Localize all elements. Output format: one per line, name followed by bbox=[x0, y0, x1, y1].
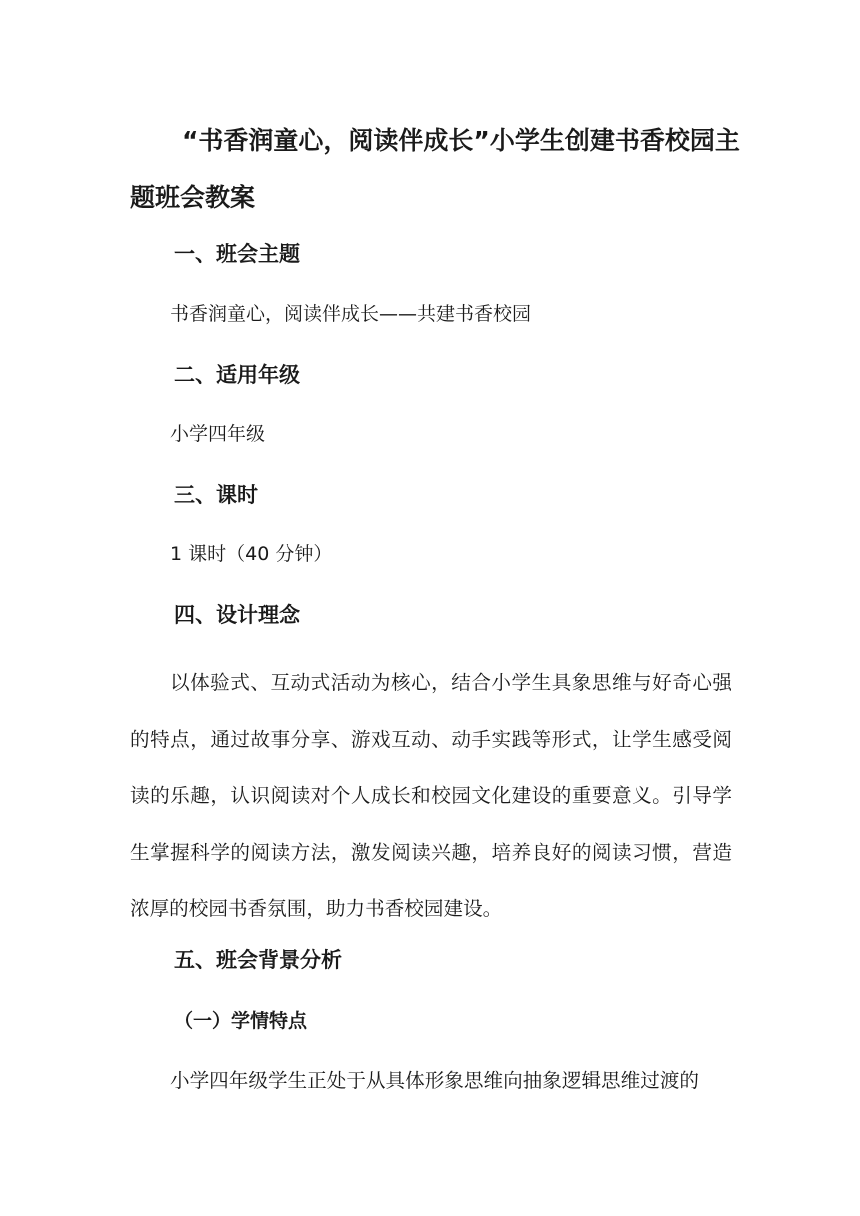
section-heading-grade: 二、适用年级 bbox=[174, 363, 300, 387]
section-heading-design-concept: 四、设计理念 bbox=[174, 603, 300, 627]
section-heading-theme: 一、班会主题 bbox=[174, 242, 300, 266]
subsection-heading-student-traits: （一）学情特点 bbox=[174, 1010, 308, 1032]
subsection-content-student-traits: 小学四年级学生正处于从具体形象思维向抽象逻辑思维过渡的 bbox=[170, 1069, 700, 1092]
section-heading-background: 五、班会背景分析 bbox=[174, 948, 342, 972]
section-content-duration: 1 课时（40 分钟） bbox=[170, 543, 333, 565]
section-content-theme: 书香润童心，阅读伴成长——共建书香校园 bbox=[170, 303, 532, 325]
document-title: “书香润童心，阅读伴成长”小学生创建书香校园主题班会教案 bbox=[130, 126, 740, 212]
section-heading-duration: 三、课时 bbox=[174, 483, 258, 507]
section-content-grade: 小学四年级 bbox=[170, 423, 266, 445]
section-content-design-concept: 以体验式、互动式活动为核心，结合小学生具象思维与好奇心强的特点，通过故事分享、游戏互动、动手实践等形式，让学生感受阅读的乐趣，认识阅读对个人成长和校园文化建设的重要意义。引导学生掌握科学的阅读方法，激发阅读兴趣，培养良好的阅读习惯，营造浓厚的校园书香氛围，助力书香校园建设。 bbox=[130, 671, 732, 920]
